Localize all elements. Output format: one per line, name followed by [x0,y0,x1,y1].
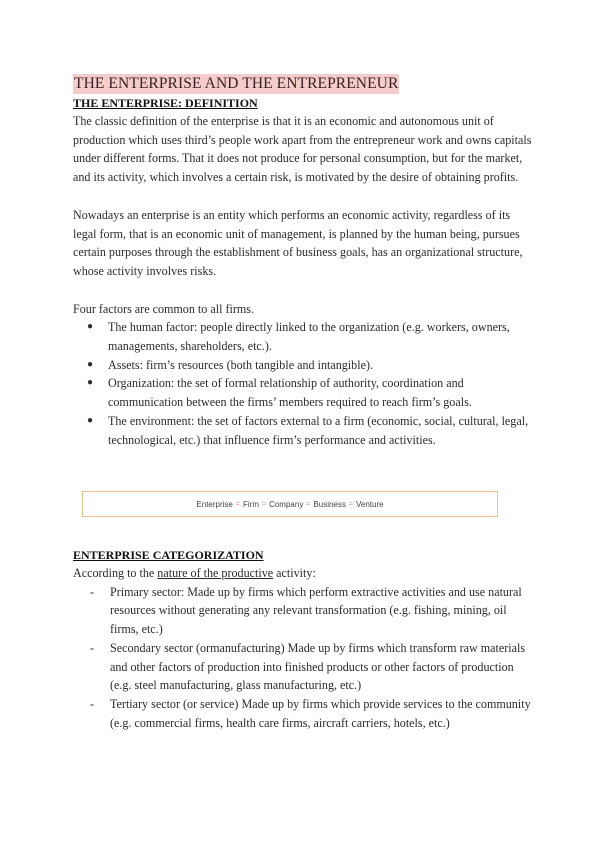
equals-separator: = [235,500,240,508]
synonym-term: Business [313,499,346,509]
list-item: - Secondary sector (ormanufacturing) Made up by firms which transform raw materials and other factors of production into finished products or other factors of production (e.g. steel manufacturing, glass manufacturing, etc.) [90,640,526,693]
categorization-heading: ENTERPRISE CATEGORIZATION [73,548,264,562]
bullet-icon: ● [87,321,94,333]
list-item: - Primary sector: Made up by firms which perform extractive activities and use natural resources without generating any relevant transformation (e.g. fishing, mining, oil firms, etc.) [90,584,522,637]
bullet-icon: ● [87,358,94,370]
synonym-term: Venture [355,499,384,509]
page-title: THE ENTERPRISE AND THE ENTREPRENEUR [74,75,399,92]
definition-paragraph-1: The classic definition of the enterprise is that it is an economic and autonomous unit of production which uses third’s people work apart from the entrepreneur work and owns capitals under different forms. That it does not produce for personal consumption, but for the market, and its activity, which involves a certain risk, is motivated by the desire of obtaining profits. [73,114,532,185]
definition-paragraph-2: Nowadays an enterprise is an entity which performs an economic activity, regardless of its legal form, that is an economic unit of management, is planned by the human being, pursues certain purposes through the establishment of business goals, has an organizational structure, whose activity involves risks. [73,207,523,278]
synonym-term: Company [269,499,304,509]
synonym-term: Enterprise [196,499,233,509]
equals-separator: = [306,500,311,508]
document-section-definition [73,74,533,449]
synonym-term: Firm [242,499,259,509]
bullet-icon: ● [87,377,94,389]
categorization-intro: According to the nature of the productive activity: [73,566,316,580]
dash-icon: - [90,584,95,599]
dash-icon: - [90,696,95,711]
list-item: ● The environment: the set of factors external to a firm (economic, social, cultural, legal, technological, etc.) that influence firm’s performance and activities. [87,413,529,447]
list-item: - Tertiary sector (or service) Made up by firms which provide services to the community (e.g. commercial firms, health care firms, aircraft carriers, hotels, etc.) [90,696,531,730]
factors-intro: Four factors are common to all firms. [73,301,255,316]
list-item: ● Organization: the set of formal relationship of authority, coordination and communication between the firms’ members required to reach firm’s goals. [87,376,472,410]
list-item: ● Assets: firm’s resources (both tangible and intangible). [73,356,533,375]
document-section-categorization [73,546,533,732]
factors-list [73,318,533,449]
underlined-phrase: nature of the productive [157,566,274,580]
dash-icon: - [90,640,95,655]
definition-heading: THE ENTERPRISE: DEFINITION [73,96,258,110]
equals-separator: = [348,500,353,508]
bullet-icon: ● [87,414,94,426]
equals-separator: = [261,500,267,508]
synonyms-banner [82,491,498,517]
list-item: ● The human factor: people directly linked to the organization (e.g. workers, owners, managements, shareholders, etc.). [87,320,510,354]
sectors-list [73,583,533,733]
